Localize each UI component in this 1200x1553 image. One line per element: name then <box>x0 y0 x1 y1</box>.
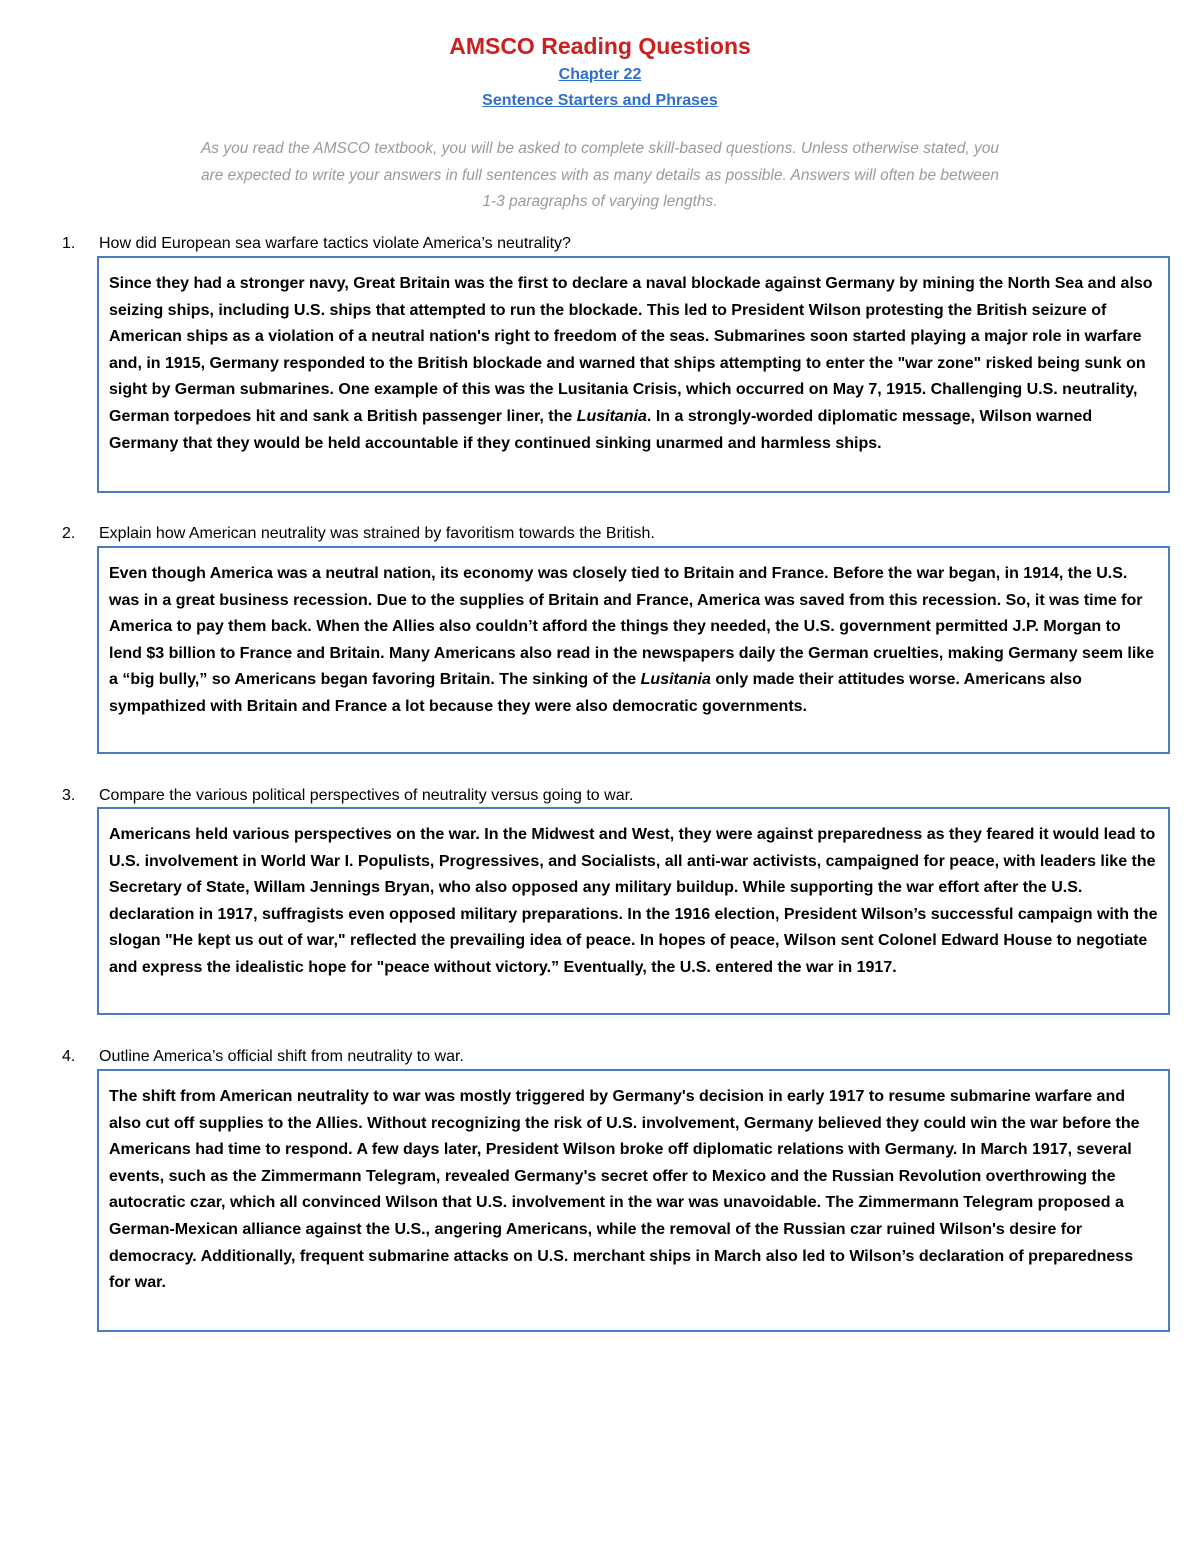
answer-box-3[interactable] <box>97 807 1170 1015</box>
question-number: 4. <box>62 1048 76 1065</box>
answer-italic-text: Lusitania <box>576 407 647 425</box>
question-number: 3. <box>62 787 76 804</box>
answer-box-4[interactable] <box>97 1069 1170 1332</box>
answer-text-continued: only made their attitudes worse. Americans also sympathized with Britain and France a lot because they were also democratic governments. <box>109 671 1082 715</box>
instructions-paragraph: As you read the AMSCO textbook, you will be asked to complete skill-based questions. Unless otherwise stated, you are expected to write your answers in full sentences with as many details as possible. Answers will often be between 1-3 paragraphs of varying lengths. <box>200 140 1000 210</box>
answer-text-continued: . In a strongly-worded diplomatic message, Wilson warned Germany that they would be held accountable if they continued sinking unarmed and harmless ships. <box>109 407 1093 452</box>
question-prompt: Explain how American neutrality was strained by favoritism towards the British. <box>99 525 655 542</box>
chapter-link[interactable]: Chapter 22 <box>558 66 642 83</box>
answer-italic-text: Lusitania <box>640 671 711 689</box>
answer-box-2[interactable] <box>97 546 1170 754</box>
answer-text: Since they had a stronger navy, Great Britain was the first to declare a naval blockade against Germany by mining the North Sea and also seizing ships, including U.S. ships that attempted to run the blockade. This led to President Wilson protesting the British seizure of American ships as a violation of a neutral nation's right to freedom of the seas. Submarines soon started playing a major role in warfare and, in 1915, Germany responded to the British blockade and warned that ships attempting to enter the "war zone" risked being sunk on sight by German submarines. One example of this was the Lusitania Crisis, which occurred on May 7, 1915. Challenging U.S. neutrality, German torpedoes hit and sank a British passenger liner, the <box>109 275 1153 425</box>
answer-box-1[interactable] <box>97 256 1170 493</box>
answer-text: Americans held various perspectives on the war. In the Midwest and West, they were against preparedness as they feared it would lead to U.S. involvement in World War I. Populists, Progressives, and Socialists, all anti-war activists, campaigned for peace, with leaders like the Secretary of State, Willam Jennings Bryan, who also opposed any military buildup. While supporting the war effort after the U.S. declaration in 1917, suffragists even opposed military preparations. In the 1916 election, President Wilson’s successful campaign with the slogan "He kept us out of war," reflected the prevailing idea of peace. In hopes of peace, Wilson sent Colonel Edward House to negotiate and express the idealistic hope for "peace without victory.” Eventually, the U.S. entered the war in 1917. <box>109 826 1158 976</box>
question-prompt: Outline America’s official shift from neutrality to war. <box>99 1048 464 1065</box>
answer-text: Even though America was a neutral nation, its economy was closely tied to Britain and France. Before the war began, in 1914, the U.S. was in a great business recession. Due to the supplies of Britain and France, America was saved from this recession. So, it was time for America to pay them back. When the Allies also couldn’t afford the things they needed, the U.S. government permitted J.P. Morgan to lend $3 billion to France and Britain. Many Americans also read in the newspapers daily the German cruelties, making Germany seem like a “big bully,” so Americans began favoring Britain. The sinking of the <box>109 565 1155 689</box>
question-number: 1. <box>62 235 76 252</box>
question-number: 2. <box>62 525 76 542</box>
sentence-starters-link[interactable]: Sentence Starters and Phrases <box>482 92 718 109</box>
answer-text: The shift from American neutrality to war was mostly triggered by Germany's decision in early 1917 to resume submarine warfare and also cut off supplies to the Allies. Without recognizing the risk of U.S. involvement, Germany believed they could win the war before the Americans had time to respond. A few days later, President Wilson broke off diplomatic relations with Germany. In March 1917, several events, such as the Zimmermann Telegram, revealed Germany's secret offer to Mexico and the Russian Revolution overthrowing the autocratic czar, which all convinced Wilson that U.S. involvement in the war was unavoidable. The Zimmermann Telegram proposed a German-Mexican alliance against the U.S., angering Americans, while the removal of the Russian czar ruined Wilson's desire for democracy. Additionally, frequent submarine attacks on U.S. merchant ships in March also led to Wilson’s declaration of preparedness for war. <box>109 1088 1140 1292</box>
question-prompt: How did European sea warfare tactics violate America’s neutrality? <box>99 235 571 252</box>
document-title: AMSCO Reading Questions <box>449 33 751 59</box>
question-prompt: Compare the various political perspectives of neutrality versus going to war. <box>99 787 634 804</box>
